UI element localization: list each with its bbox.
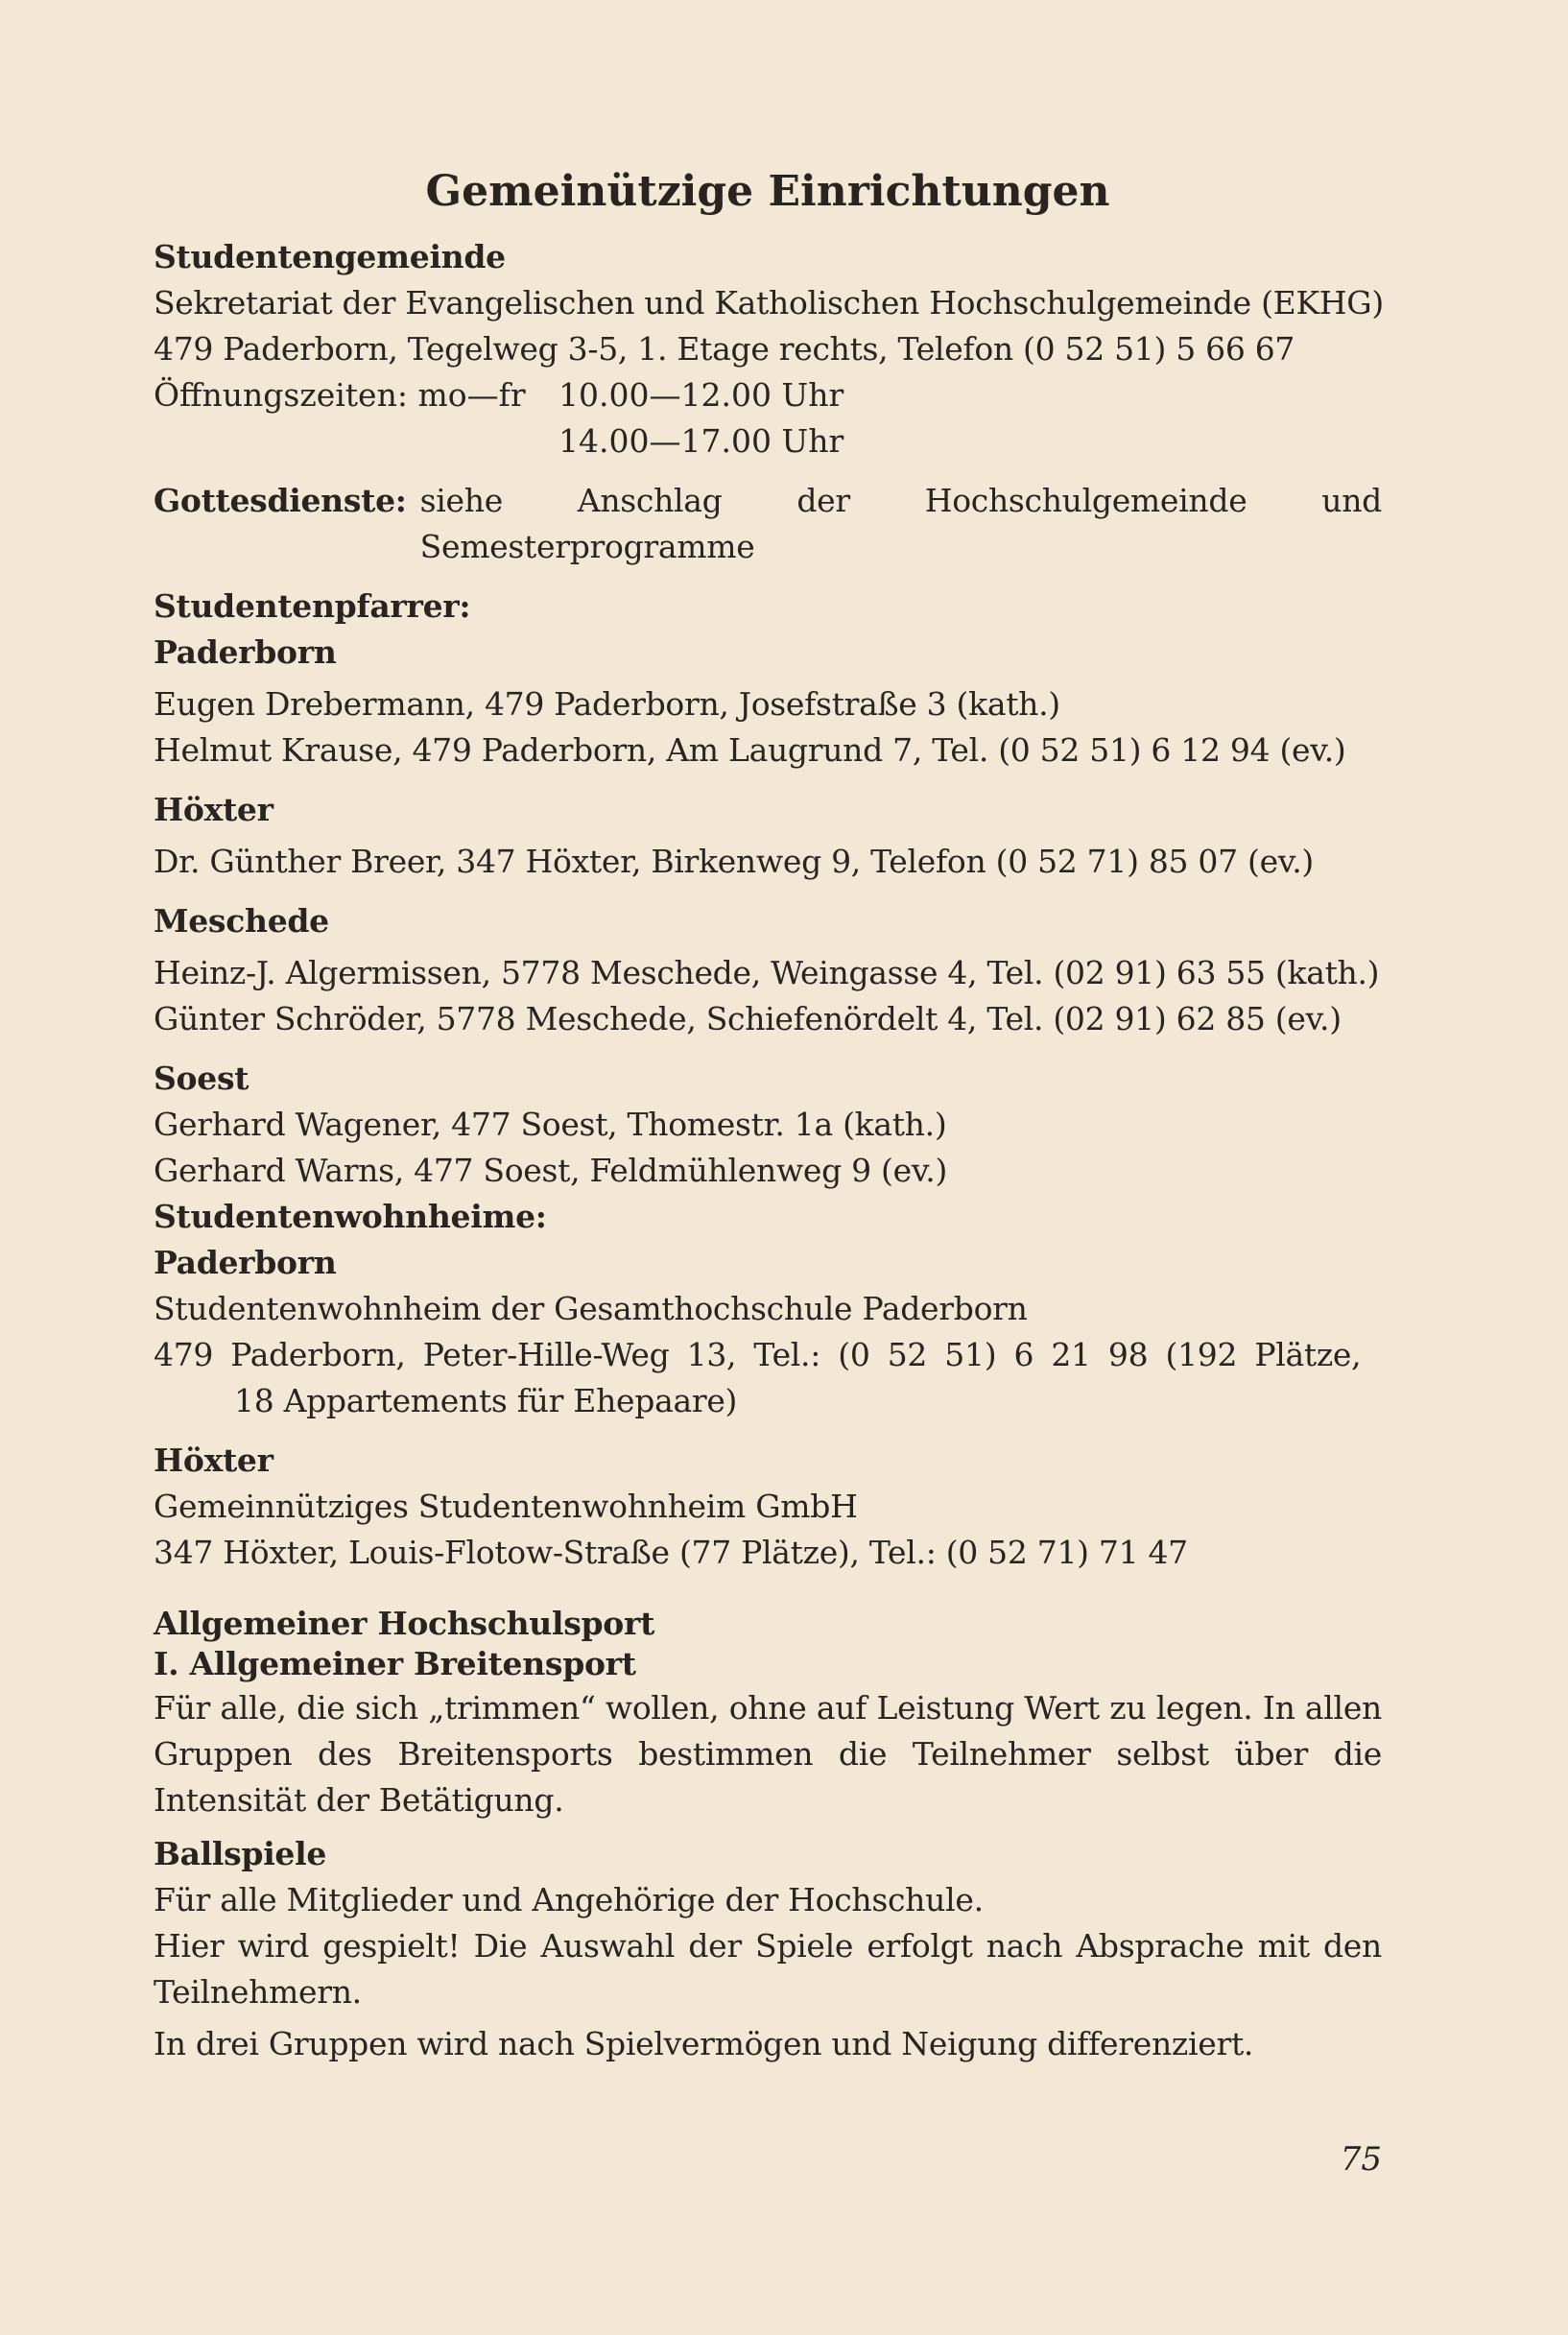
section-heading-studentenpfarrer: Studentenpfarrer: [154,587,471,625]
section-heading-studentenwohnheime: Studentenwohnheime: [154,1198,547,1235]
text-line: Gemeinnütziges Studentenwohnheim GmbH [154,1488,858,1525]
page-title: Gemeinützige Einrichtungen [425,167,1110,216]
opening-hours-morning: 10.00—12.00 Uhr [558,376,844,414]
text-line: Studentenwohnheim der Gesamthochschule Paderborn [154,1290,1028,1327]
subheading-paderborn: Paderborn [154,1244,337,1281]
text-line: 479 Paderborn, Tegelweg 3-5, 1. Etage rechts, Telefon (0 52 51) 5 66 67 [154,330,1295,368]
list-item: Dr. Günther Breer, 347 Höxter, Birkenweg 9, Telefon (0 52 71) 85 07 (ev.) [154,843,1314,880]
list-item: Gerhard Wagener, 477 Soest, Thomestr. 1a (kath.) [154,1106,947,1143]
opening-hours [154,372,1382,418]
text-line: In drei Gruppen wird nach Spielvermögen und Neigung differenziert. [154,2025,1254,2062]
page-content [154,154,1382,2067]
paragraph: Hier wird gespielt! Die Auswahl der Spiele erfolgt nach Absprache mit den Teilnehmern. [154,1927,1382,2011]
text-line: 18 Appartements für Ehepaare) [234,1382,738,1419]
text-line: Für alle Mitglieder und Angehörige der Hochschule. [154,1881,984,1918]
list-item: Heinz-J. Algermissen, 5778 Meschede, Weingasse 4, Tel. (02 91) 63 55 (kath.) [154,954,1380,991]
subheading-soest: Soest [154,1060,249,1097]
subheading-meschede: Meschede [154,902,329,940]
gottesdienste [154,478,1382,570]
opening-hours-label: Öffnungszeiten: mo—fr [154,376,526,414]
opening-hours-row [154,418,1382,465]
text-line: 347 Höxter, Louis-Flotow-Straße (77 Plätze), Tel.: (0 52 71) 71 47 [154,1534,1188,1571]
list-item: Eugen Drebermann, 479 Paderborn, Josefstraße 3 (kath.) [154,685,1060,723]
subheading-hoexter: Höxter [154,791,273,828]
list-item: Gerhard Warns, 477 Soest, Feldmühlenweg 9 (ev.) [154,1152,948,1189]
section-heading-studentengemeinde: Studentengemeinde [154,238,506,275]
list-item: Helmut Krause, 479 Paderborn, Am Laugrund 7, Tel. (0 52 51) 6 12 94 (ev.) [154,731,1346,769]
gottesdienste-text: siehe Anschlag der Hochschulgemeinde und Semesterprogramme [419,482,1382,565]
subheading-breitensport: I. Allgemeiner Breitensport [154,1645,636,1682]
opening-hours-afternoon: 14.00—17.00 Uhr [558,422,844,460]
text-line: Sekretariat der Evangelischen und Katholischen Hochschulgemeinde (EKHG) [154,284,1384,322]
subheading-ballspiele: Ballspiele [154,1835,327,1872]
text-line: 479 Paderborn, Peter-Hille-Weg 13, Tel.: (0 52 51) 6 21 98 (192 Plätze, [154,1336,1362,1373]
list-item: Günter Schröder, 5778 Meschede, Schiefenördelt 4, Tel. (02 91) 62 85 (ev.) [154,1000,1342,1037]
subheading-paderborn: Paderborn [154,633,337,671]
paragraph: Für alle, die sich „trimmen“ wollen, ohne auf Leistung Wert zu legen. In allen Gruppen des Breitensports bestimmen die Teilnehmer selbst über die Intensität der Betätigung. [154,1689,1382,1819]
section-heading-hochschulsport: Allgemeiner Hochschulsport [154,1605,655,1642]
page-number: 75 [1340,2140,1382,2179]
subheading-hoexter: Höxter [154,1442,273,1479]
gottesdienste-label: Gottesdienste: [154,482,407,519]
